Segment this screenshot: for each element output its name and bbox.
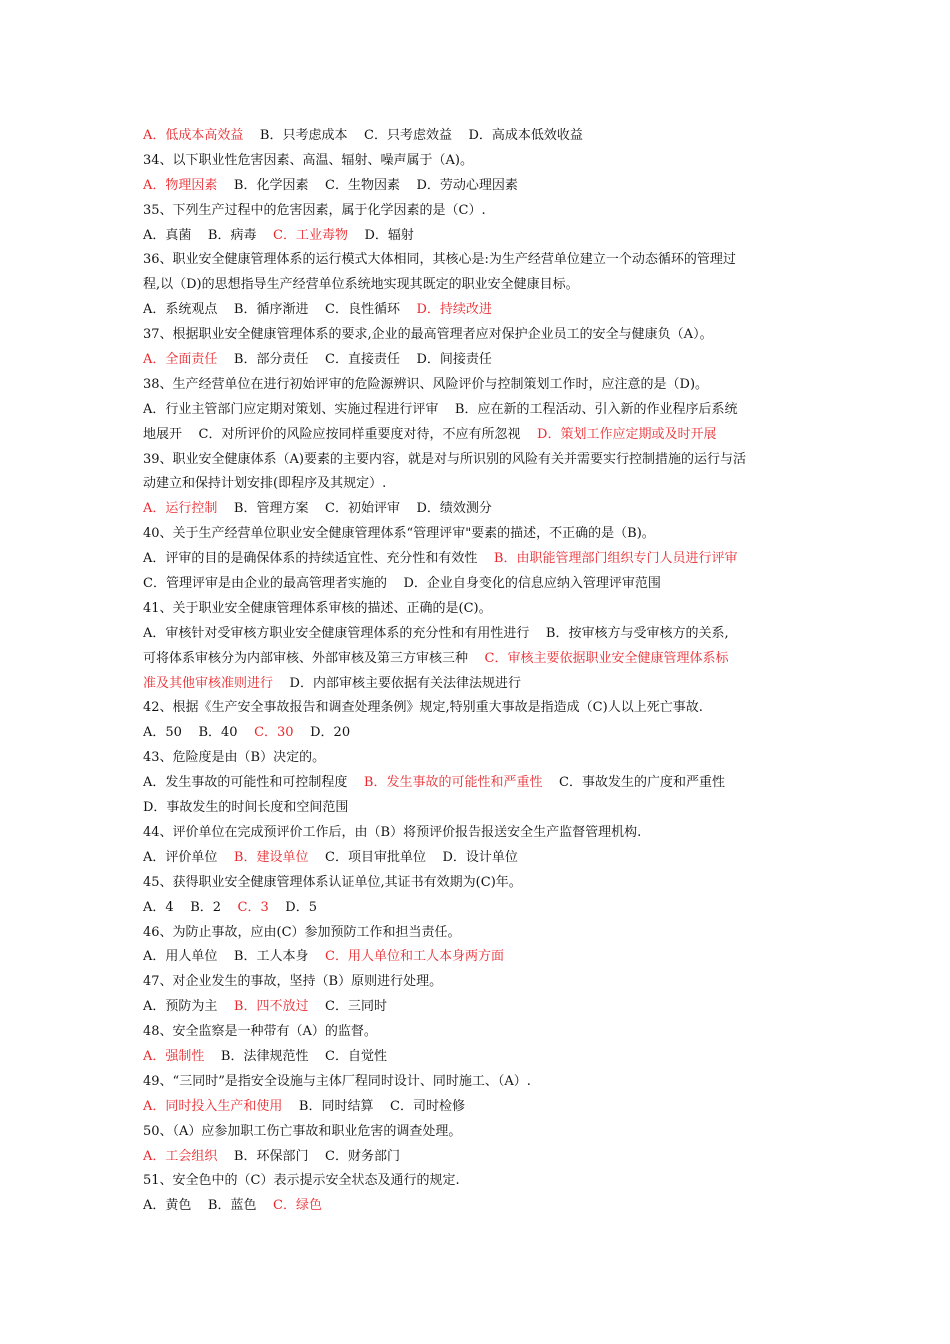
- text-line: [143, 572, 808, 597]
- text-segment: C．项目审批单位 D．设计单位: [308, 849, 518, 865]
- text-segment: D．20: [293, 725, 351, 741]
- text-segment: 44、评价单位在完成预评价工作后，由（B）将预评价报告报送安全生产监督管理机构.: [143, 824, 642, 840]
- text-line: [143, 522, 808, 547]
- text-segment: D．内部审核主要依据有关法律法规进行: [273, 675, 521, 691]
- text-line: [143, 871, 808, 896]
- text-line: [143, 348, 808, 373]
- answer-text: D．策划工作应定期或及时开展: [537, 426, 717, 442]
- text-line: [143, 1145, 808, 1170]
- text-segment: A．评审的目的是确保体系的持续适宜性、充分性和有效性: [143, 551, 494, 567]
- text-segment: 39、职业安全健康体系（A)要素的主要内容，就是对与所识别的风险有关并需要实行控制措施的运行与活: [143, 451, 747, 467]
- text-line: [143, 547, 808, 572]
- text-line: [143, 1095, 808, 1120]
- text-segment: D．辐射: [347, 227, 414, 243]
- text-segment: A．系统观点 B．循序渐进 C．良性循环: [143, 302, 417, 318]
- text-segment: 43、危险度是由（B）决定的。: [143, 750, 326, 766]
- text-segment: 地展开 C．对所评价的风险应按同样重要度对待，不应有所忽视: [143, 426, 538, 442]
- answer-text: B．四不放过: [233, 999, 309, 1015]
- text-segment: C．管理评审是由企业的最高管理者实施的 D．企业自身变化的信息应纳入管理评审范围: [143, 576, 661, 592]
- text-segment: 51、安全色中的（C）表示提示安全状态及通行的规定.: [143, 1173, 460, 1189]
- text-segment: 动建立和保持计划安排(即程序及其规定）.: [143, 476, 387, 492]
- text-line: [143, 921, 808, 946]
- answer-text: A．全面责任: [143, 352, 218, 368]
- text-segment: 程,以（D)的思想指导生产经营单位系统地实现其既定的职业安全健康目标。: [143, 277, 579, 293]
- text-line: [143, 1045, 808, 1070]
- text-segment: A．评价单位: [143, 849, 234, 865]
- text-segment: 38、生产经营单位在进行初始评审的危险源辨识、风险评价与控制策划工作时，应注意的是（D)。: [143, 376, 709, 392]
- answer-text: C．30: [254, 725, 294, 741]
- text-line: [143, 622, 808, 647]
- answer-text: A．工会组织: [143, 1148, 218, 1164]
- text-line: [143, 672, 808, 697]
- answer-text: C．审核主要依据职业安全健康管理体系标: [484, 650, 729, 666]
- answer-text: A．物理因素: [143, 177, 218, 193]
- answer-text: B．建设单位: [233, 849, 309, 865]
- text-line: [143, 995, 808, 1020]
- text-segment: B．同时结算 C．司时检修: [282, 1098, 465, 1114]
- answer-text: D．持续改进: [416, 302, 492, 318]
- text-segment: 50、（A）应参加职工伤亡事故和职业危害的调查处理。: [143, 1123, 462, 1139]
- text-segment: A．黄色 B．蓝色: [143, 1198, 274, 1214]
- text-line: [143, 1169, 808, 1194]
- text-line: [143, 224, 808, 249]
- text-line: [143, 472, 808, 497]
- text-line: [143, 896, 808, 921]
- answer-text: B．由职能管理部门组织专门人员进行评审: [493, 551, 738, 567]
- text-segment: 41、关于职业安全健康管理体系审核的描述、正确的是(C)。: [143, 600, 492, 616]
- text-segment: 35、下列生产过程中的危害因素，属于化学因素的是（C）.: [143, 202, 486, 218]
- text-line: [143, 149, 808, 174]
- text-line: [143, 174, 808, 199]
- text-segment: A．预防为主: [143, 999, 234, 1015]
- text-line: [143, 398, 808, 423]
- text-segment: 42、根据《生产安全事故报告和调查处理条例》规定,特别重大事故是指造成（C)人以上死亡事故.: [143, 700, 703, 716]
- answer-text: B．发生事故的可能性和严重性: [363, 775, 543, 791]
- text-segment: A．用人单位 B．工人本身: [143, 949, 326, 965]
- text-segment: A．4 B．2: [143, 899, 238, 915]
- answer-text: A．运行控制: [143, 501, 218, 517]
- text-segment: C．事故发生的广度和严重性: [542, 775, 725, 791]
- text-segment: 49、“三同时”是指安全设施与主体厂程同时设计、同时施工、（A）.: [143, 1073, 531, 1089]
- text-segment: 34、以下职业性危害因素、高温、辐射、噪声属于（A)。: [143, 152, 474, 168]
- text-line: [143, 696, 808, 721]
- question-list: [143, 124, 808, 1219]
- text-line: [143, 1070, 808, 1095]
- text-line: [143, 1120, 808, 1145]
- text-line: [143, 945, 808, 970]
- text-line: [143, 497, 808, 522]
- text-segment: B．部分责任 C．直接责任 D．间接责任: [217, 352, 492, 368]
- answer-text: 准及其他审核准则进行: [143, 675, 274, 691]
- text-line: [143, 771, 808, 796]
- text-segment: 40、关于生产经营单位职业安全健康管理体系“管理评审"要素的描述，不正确的是（B)。: [143, 526, 655, 542]
- text-line: [143, 1020, 808, 1045]
- text-segment: 47、对企业发生的事故，坚持（B）原则进行处理。: [143, 974, 443, 990]
- text-segment: 45、获得职业安全健康管理体系认证单位,其证书有效期为(C)年。: [143, 874, 522, 890]
- text-segment: D．5: [268, 899, 317, 915]
- text-segment: 37、根据职业安全健康管理体系的要求,企业的最高管理者应对保护企业员工的安全与健康负（A）。: [143, 327, 713, 343]
- text-segment: 46、为防止事故，应由(C）参加预防工作和担当责任。: [143, 924, 461, 940]
- text-segment: B．环保部门 C．财务部门: [217, 1148, 400, 1164]
- answer-text: A．强制性: [143, 1048, 205, 1064]
- text-line: [143, 124, 808, 149]
- text-segment: B．化学因素 C．生物因素 D．劳动心理因素: [217, 177, 518, 193]
- text-line: [143, 647, 808, 672]
- text-line: [143, 1194, 808, 1219]
- text-line: [143, 373, 808, 398]
- text-segment: A．真菌 B．病毒: [143, 227, 274, 243]
- text-segment: 可将体系审核分为内部审核、外部审核及第三方审核三种: [143, 650, 485, 666]
- text-segment: B．管理方案 C．初始评审 D．绩效测分: [217, 501, 492, 517]
- text-segment: 36、职业安全健康管理体系的运行模式大体相同，其核心是:为生产经营单位建立一个动态循环的管理过: [143, 252, 736, 268]
- text-segment: B．法律规范性 C．自觉性: [204, 1048, 387, 1064]
- answer-text: A．低成本高效益: [143, 128, 244, 143]
- text-line: [143, 248, 808, 273]
- text-line: [143, 796, 808, 821]
- answer-text: C．用人单位和工人本身两方面: [325, 949, 504, 965]
- text-line: [143, 970, 808, 995]
- text-segment: B．只考虑成本 C．只考虑效益 D．高成本低效收益: [243, 128, 583, 143]
- text-line: [143, 846, 808, 871]
- answer-text: C．绿色: [273, 1198, 322, 1214]
- text-line: [143, 448, 808, 473]
- answer-text: A．同时投入生产和使用: [143, 1098, 283, 1114]
- text-segment: A．行业主管部门应定期对策划、实施过程进行评审 B．应在新的工程活动、引入新的作业程序后系统: [143, 401, 738, 417]
- text-line: [143, 323, 808, 348]
- text-line: [143, 721, 808, 746]
- text-segment: A．审核针对受审核方职业安全健康管理体系的充分性和有用性进行 B．按审核方与受审核方的关系,: [143, 625, 729, 641]
- text-segment: A．50 B．40: [143, 725, 255, 741]
- answer-text: C．工业毒物: [273, 227, 348, 243]
- text-segment: 48、安全监察是一种带有（A）的监督。: [143, 1024, 377, 1040]
- text-segment: C．三同时: [308, 999, 387, 1015]
- text-line: [143, 423, 808, 448]
- text-line: [143, 746, 808, 771]
- text-line: [143, 821, 808, 846]
- text-line: [143, 199, 808, 224]
- text-line: [143, 597, 808, 622]
- text-segment: D．事故发生的时间长度和空间范围: [143, 800, 349, 816]
- text-segment: A．发生事故的可能性和可控制程度: [143, 775, 364, 791]
- text-line: [143, 298, 808, 323]
- answer-text: C．3: [237, 899, 269, 915]
- text-line: [143, 273, 808, 298]
